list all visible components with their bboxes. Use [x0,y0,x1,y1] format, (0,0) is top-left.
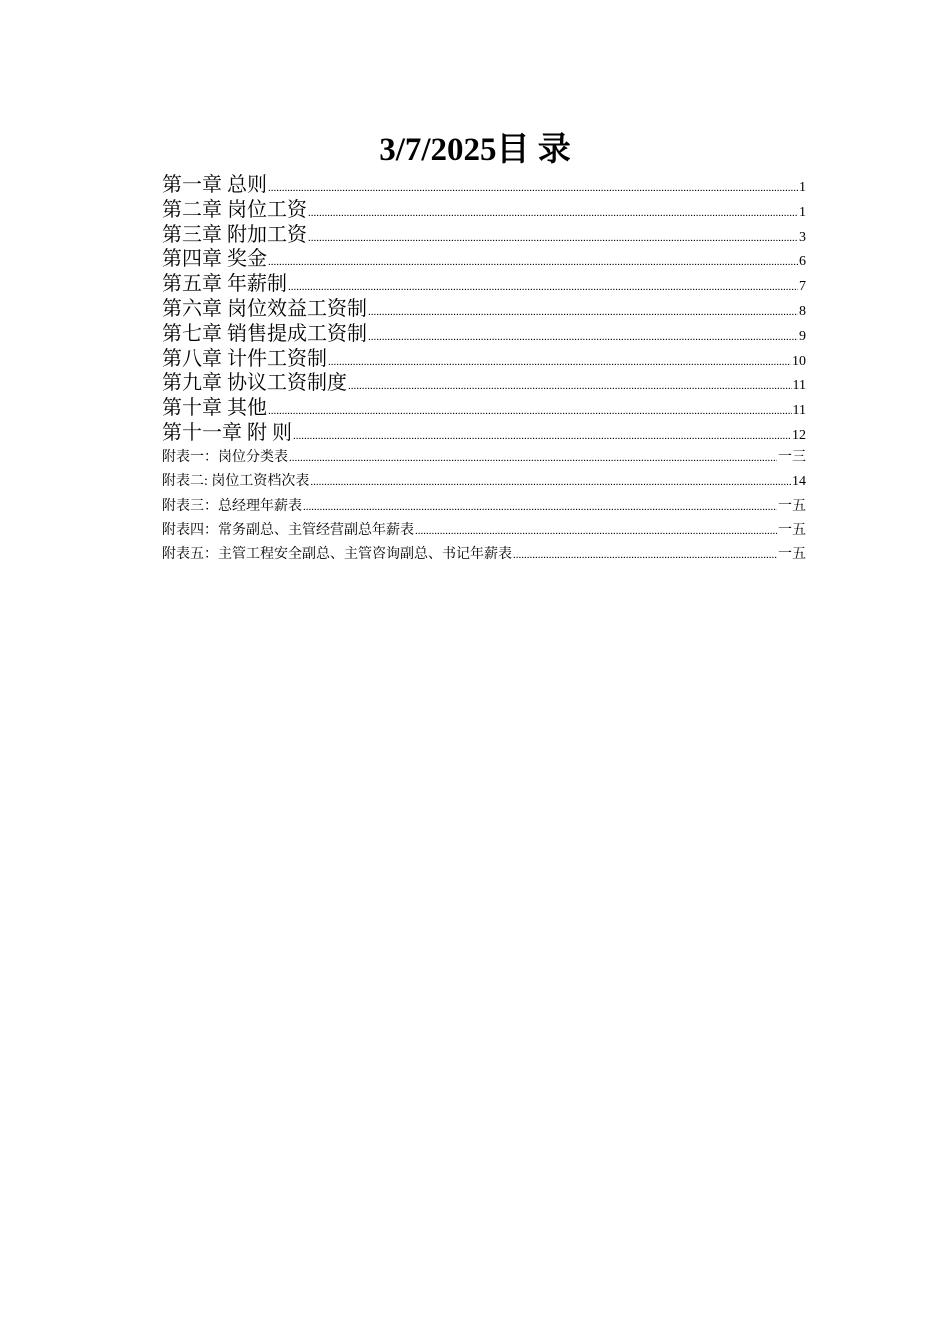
dot-leader [303,495,777,519]
toc-title: 3/7/2025目 录 [379,132,571,168]
dot-leader [308,201,798,226]
dot-leader [328,350,791,375]
toc-entry-label: 第三章 附加工资 [162,223,307,246]
toc-entry-label: 第十一章 附 则 [162,421,292,444]
toc-entry-label: 第四章 奖金 [162,248,267,271]
toc-entry-label: 第八章 计件工资制 [162,347,327,370]
toc-entry-label: 第五章 年薪制 [162,273,287,296]
toc-entry-chapter-4[interactable] [162,247,806,272]
toc-entry-label: 第九章 协议工资制度 [162,372,347,395]
toc-entry-label: 附表三：总经理年薪表 [162,498,302,514]
toc-entry-appendix-4[interactable] [162,519,806,543]
toc-entry-label: 第六章 岗位效益工资制 [162,297,367,320]
toc-entry-chapter-5[interactable] [162,272,806,297]
table-of-contents [162,173,806,568]
toc-entry-appendix-5[interactable] [162,543,806,567]
toc-entry-page: 一五 [778,547,806,563]
toc-entry-appendix-3[interactable] [162,495,806,519]
toc-entry-page: 8 [799,303,806,319]
toc-entry-label: 附表五：主管工程安全副总、主管咨询副总、书记年薪表 [162,547,512,563]
toc-entry-page: 12 [792,427,806,443]
toc-entry-page: 7 [799,279,806,295]
toc-entry-chapter-8[interactable] [162,347,806,372]
toc-entry-page: 3 [799,229,806,245]
dot-leader [513,543,777,567]
dot-leader [310,470,791,494]
toc-entry-label: 第七章 销售提成工资制 [162,322,367,345]
toc-entry-chapter-9[interactable] [162,371,806,396]
toc-entry-chapter-1[interactable] [162,173,806,198]
toc-entry-page: 1 [799,180,806,195]
dot-leader [308,226,798,251]
toc-entry-chapter-6[interactable] [162,297,806,322]
toc-entry-page: 一五 [778,522,806,538]
toc-entry-label: 附表四：常务副总、主管经营副总年薪表 [162,522,414,538]
toc-entry-page: 9 [799,328,806,344]
toc-entry-label: 第十章 其他 [162,397,267,420]
dot-leader [415,519,777,543]
toc-entry-page: 10 [792,353,806,369]
toc-entry-page: 14 [792,474,806,490]
dot-leader [268,176,798,201]
toc-entry-appendix-2[interactable] [162,470,806,494]
toc-entry-label: 附表二: 岗位工资档次表 [162,474,310,490]
dot-leader [348,374,792,399]
toc-entry-chapter-10[interactable] [162,396,806,421]
toc-entry-page: 一三 [778,449,806,465]
toc-entry-chapter-3[interactable] [162,223,806,248]
toc-entry-chapter-11[interactable] [162,421,806,446]
toc-entry-page: 1 [799,204,806,220]
toc-entry-label: 第一章 总则 [162,174,267,196]
toc-entry-chapter-2[interactable] [162,198,806,223]
toc-entry-page: 11 [792,403,806,419]
toc-entry-label: 附表一：岗位分类表 [162,449,288,465]
toc-entry-page: 一五 [778,498,806,514]
dot-leader [268,399,792,424]
toc-entry-chapter-7[interactable] [162,322,806,347]
dot-leader [289,446,777,470]
dot-leader [268,250,798,275]
toc-entry-label: 第二章 岗位工资 [162,198,307,221]
dot-leader [368,325,798,350]
toc-entry-page: 6 [799,254,806,270]
dot-leader [368,300,798,325]
toc-entry-page: 11 [792,378,806,394]
toc-entry-appendix-1[interactable] [162,446,806,470]
